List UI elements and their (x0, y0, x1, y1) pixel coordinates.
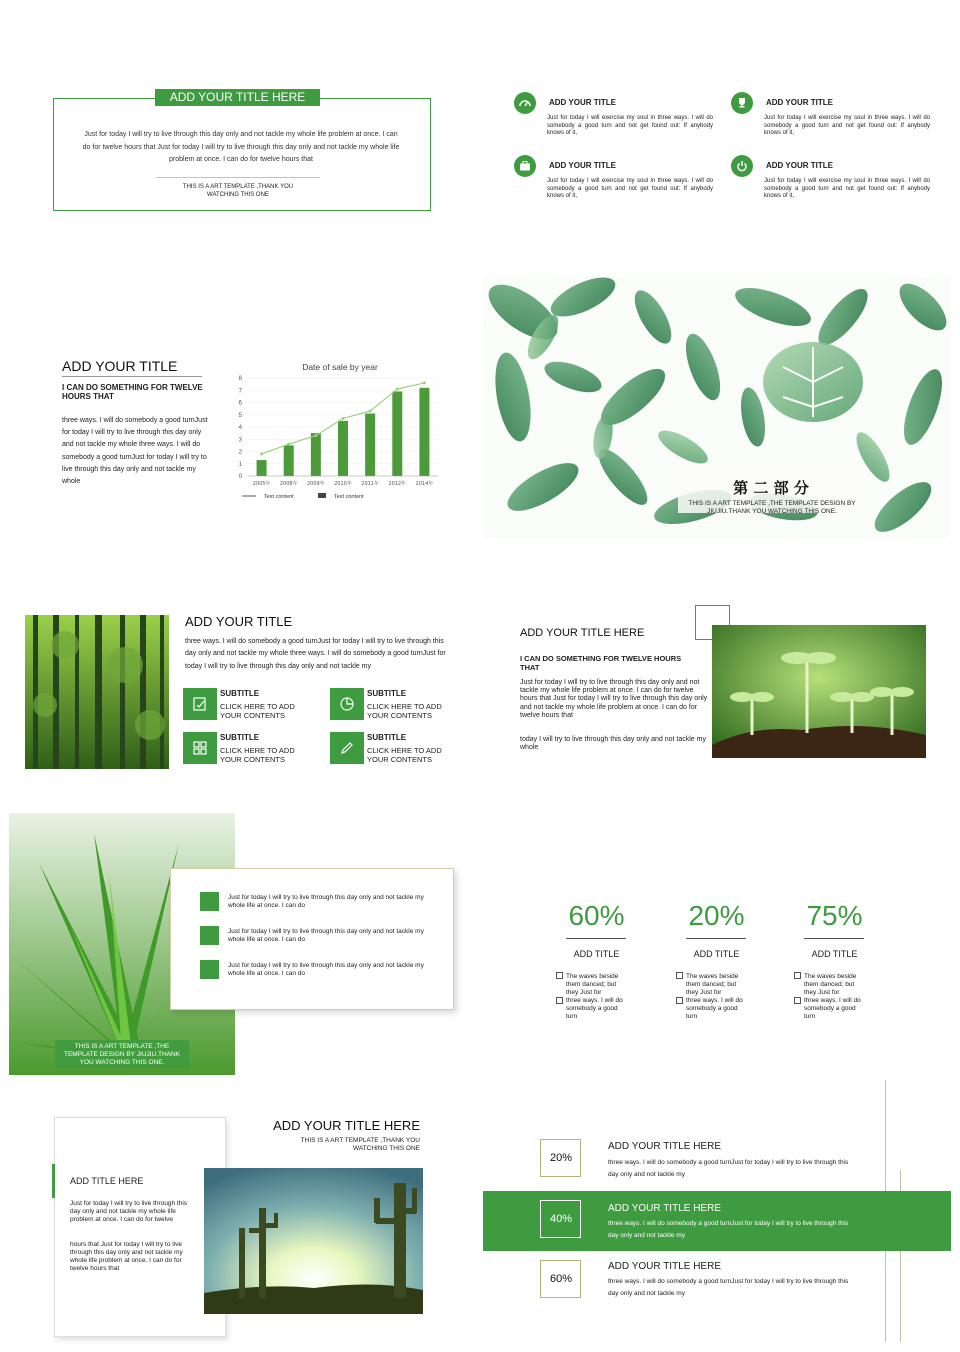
line-point (423, 381, 426, 384)
slide-6 (480, 600, 960, 780)
leaf-pattern-image (483, 277, 950, 538)
list-text: Just for today I will try to live through this day only and not tackle my whole life at once. I can do (228, 962, 424, 977)
checkbox-icon (676, 997, 683, 1004)
feature-title: ADD YOUR TITLE (766, 161, 833, 170)
stat-label: ADD TITLE (693, 949, 740, 959)
bar (284, 445, 294, 476)
subtitle-text[interactable]: CLICK HERE TO ADD YOUR CONTENTS (367, 702, 442, 720)
pie-chart-icon (330, 688, 364, 720)
pencil-icon (330, 732, 364, 764)
row-title: ADD YOUR TITLE HERE (608, 1203, 721, 1214)
stat-underline (566, 938, 626, 939)
stat-percent: 20% (688, 900, 745, 931)
percent-label: 20% (549, 1152, 573, 1164)
stat-text: three ways. I will do somebody a good turn (566, 997, 623, 1020)
feature-title: ADD YOUR TITLE (549, 161, 616, 170)
line-point (287, 443, 290, 446)
line-point (314, 434, 317, 437)
body-text: Just for today I will try to live through this day only and not tackle my whole life problem at once. I can do for twelve hours that Just for today I will try to live through this day only and not tackle my whole life problem at once. I can do for twelve hours that (520, 679, 708, 719)
section-heading: 第 二 部 分 (733, 479, 809, 497)
body-text: today I will try to live through this day only and not tackle my whole (520, 736, 706, 752)
slide-subtitle: I CAN DO SOMETHING FOR TWELVE HOURS THAT (520, 654, 682, 672)
stat-text: The waves beside them danced; but they Just for (804, 973, 857, 996)
feature-title: ADD YOUR TITLE (766, 98, 833, 107)
line-point (369, 410, 372, 413)
percent-label: 40% (549, 1213, 573, 1225)
dashboard-icon (514, 92, 536, 114)
x-tick-label: 2005年 (252, 481, 271, 487)
bar-chart (230, 370, 445, 505)
checkbox-icon (676, 972, 683, 979)
feature-text: Just for today I will exercise my soul in three ways. I will do somebody a good turn and not get found out: If anybody knows of it, (764, 178, 930, 199)
chart-title: Date of sale by year (302, 362, 378, 372)
bar (419, 388, 429, 476)
stat-text: The waves beside them danced; but they Just for (566, 973, 619, 996)
body-text: Just for today I will try to live through this day only and not tackle my whole life problem at once. I can do for twelve hours that Just for today I will try to live through this day only and not tackle my whole life problem at once. I can do for twelve hours that (82, 131, 400, 163)
slide-title: ADD YOUR TITLE HERE (520, 627, 645, 639)
subtitle-label: SUBTITLE (220, 689, 260, 698)
green-bullet (200, 926, 219, 945)
subtitle-text[interactable]: CLICK HERE TO ADD YOUR CONTENTS (220, 746, 295, 764)
row-title: ADD YOUR TITLE HERE (608, 1261, 721, 1272)
green-bullet (200, 892, 219, 911)
bar (365, 414, 375, 476)
legend-label: Text content (264, 494, 294, 500)
cactus-photo (204, 1168, 423, 1314)
slide-10 (480, 1080, 960, 1352)
divider (156, 177, 320, 178)
section-subtext: THIS IS A ART TEMPLATE ,THE TEMPLATE DESIGN BY JIUJIU.THANK YOU WATCHING THIS ONE. (688, 500, 856, 515)
stat-text: three ways. I will do somebody a good turn (804, 997, 861, 1020)
stat-text: three ways. I will do somebody a good turn (686, 997, 743, 1020)
feature-text: Just for today I will exercise my soul in three ways. I will do somebody a good turn and not get found out: If anybody knows of it, (547, 178, 713, 199)
slide-5 (0, 600, 480, 780)
x-tick-label: 2009年 (306, 481, 325, 487)
feature-text: Just for today I will exercise my soul in three ways. I will do somebody a good turn and not get found out: If anybody knows of it, (547, 115, 713, 136)
slide-8 (480, 800, 960, 1090)
subtitle-label: SUBTITLE (367, 689, 407, 698)
slide-subtitle: THIS IS A ART TEMPLATE ,THANK YOU WATCHING THIS ONE (300, 1137, 420, 1152)
y-tick-label: 3 (238, 437, 242, 444)
row-text: three ways. I will do somebody a good turnJust for today I will try to live through this day only and not tackle my (608, 1278, 849, 1297)
subtitle-text[interactable]: CLICK HERE TO ADD YOUR CONTENTS (367, 746, 442, 764)
slide-title: ADD YOUR TITLE (185, 614, 293, 629)
y-tick-label: 4 (238, 425, 242, 431)
footer-text: THIS IS A ART TEMPLATE ,THANK YOU WATCHING THIS ONE (182, 184, 294, 198)
edit-document-icon (183, 688, 217, 720)
feature-title: ADD YOUR TITLE (549, 98, 616, 107)
line-point (260, 452, 263, 455)
stat-underline (804, 938, 864, 939)
y-tick-label: 7 (238, 388, 242, 395)
bamboo-photo (25, 615, 169, 769)
bar (311, 433, 321, 476)
green-bullet (200, 960, 219, 979)
slide-4 (483, 277, 950, 538)
stat-percent: 60% (568, 900, 625, 931)
card-body: Just for today I will try to live through this day only and not tackle my whole life problem at once. I can do for twelve (70, 1200, 188, 1223)
x-tick-label: 2010年 (334, 481, 352, 487)
y-tick-label: 5 (238, 412, 242, 419)
row-title: ADD YOUR TITLE HERE (608, 1141, 721, 1152)
checkbox-icon (794, 972, 801, 979)
stat-text: The waves beside them danced; but they Just for (686, 973, 739, 996)
title-banner: ADD YOUR TITLE HERE (155, 89, 320, 106)
y-tick-label: 8 (238, 376, 242, 382)
subtitle-text[interactable]: CLICK HERE TO ADD YOUR CONTENTS (220, 702, 295, 720)
seedling-photo (712, 625, 926, 758)
slide-9 (0, 1100, 480, 1352)
percent-label: 60% (549, 1273, 573, 1285)
caption-text: THIS IS A ART TEMPLATE ,THE TEMPLATE DESIGN BY JIUJIU.THANK YOU WATCHING THIS ONE. (63, 1043, 181, 1066)
legend-label: Text content (334, 494, 364, 500)
bar (392, 391, 402, 476)
slide-7 (0, 800, 480, 1090)
stat-percent: 75% (806, 900, 863, 931)
checkbox-icon (556, 997, 563, 1004)
y-tick-label: 2 (238, 449, 242, 456)
slide-subtitle: I CAN DO SOMETHING FOR TWELVE HOURS THAT (62, 383, 203, 401)
bar (338, 421, 348, 476)
subtitle-label: SUBTITLE (220, 733, 260, 742)
subtitle-label: SUBTITLE (367, 733, 407, 742)
body-text: three ways. I will do somebody a good turnJust for today I will try to live through this day only and not tackle my whole three ways. I will do somebody a good turnJust for today I will try to live through this day only and not tackle my (185, 638, 446, 670)
x-tick-label: 2014年 (415, 481, 434, 487)
power-icon (731, 155, 753, 177)
card-body: hours that Just for today I will try to live through this day only and not tackle my whole life problem at once. I can do for twelve hours that (70, 1241, 183, 1272)
slide-2 (480, 0, 960, 260)
x-tick-label: 2011年 (361, 481, 380, 487)
grid-icon (183, 732, 217, 764)
text-card (54, 1117, 226, 1337)
briefcase-icon (514, 155, 536, 177)
line-point (396, 388, 399, 391)
card-title: ADD TITLE HERE (70, 1176, 144, 1186)
bar (257, 460, 267, 476)
list-text: Just for today I will try to live through this day only and not tackle my whole life at once. I can do (228, 928, 424, 943)
y-tick-label: 0 (238, 474, 242, 480)
feature-text: Just for today I will exercise my soul in three ways. I will do somebody a good turn and not get found out: If anybody knows of it, (764, 115, 930, 136)
accent-bar (52, 1164, 55, 1198)
y-tick-label: 1 (238, 461, 242, 468)
slide-3 (0, 270, 480, 540)
line-point (342, 417, 345, 420)
trophy-icon (731, 92, 753, 114)
title-underline (62, 376, 202, 377)
x-tick-label: 2012年 (388, 481, 407, 487)
stat-label: ADD TITLE (811, 949, 858, 959)
checkbox-icon (794, 997, 801, 1004)
slide-title: ADD YOUR TITLE HERE (273, 1118, 420, 1133)
slide-title: ADD YOUR TITLE (62, 358, 178, 374)
body-text: three ways. I will do somebody a good turnJust for today I will try to live through this day only and not tackle my whole three ways. I will do somebody a good turnJust for today I will try to live through this day only and not tackle my whole (62, 417, 208, 486)
legend-bar-swatch (318, 493, 326, 498)
row-text: three ways. I will do somebody a good turnJust for today I will try to live through this day only and not tackle my (608, 1220, 849, 1239)
list-text: Just for today I will try to live through this day only and not tackle my whole life at once. I can do (228, 894, 424, 909)
row-text: three ways. I will do somebody a good turnJust for today I will try to live through this day only and not tackle my (608, 1159, 849, 1178)
slide-1 (0, 0, 480, 260)
y-tick-label: 6 (238, 400, 242, 407)
x-tick-label: 2008年 (279, 481, 298, 487)
checkbox-icon (556, 972, 563, 979)
stat-underline (686, 938, 746, 939)
stat-label: ADD TITLE (573, 949, 620, 959)
